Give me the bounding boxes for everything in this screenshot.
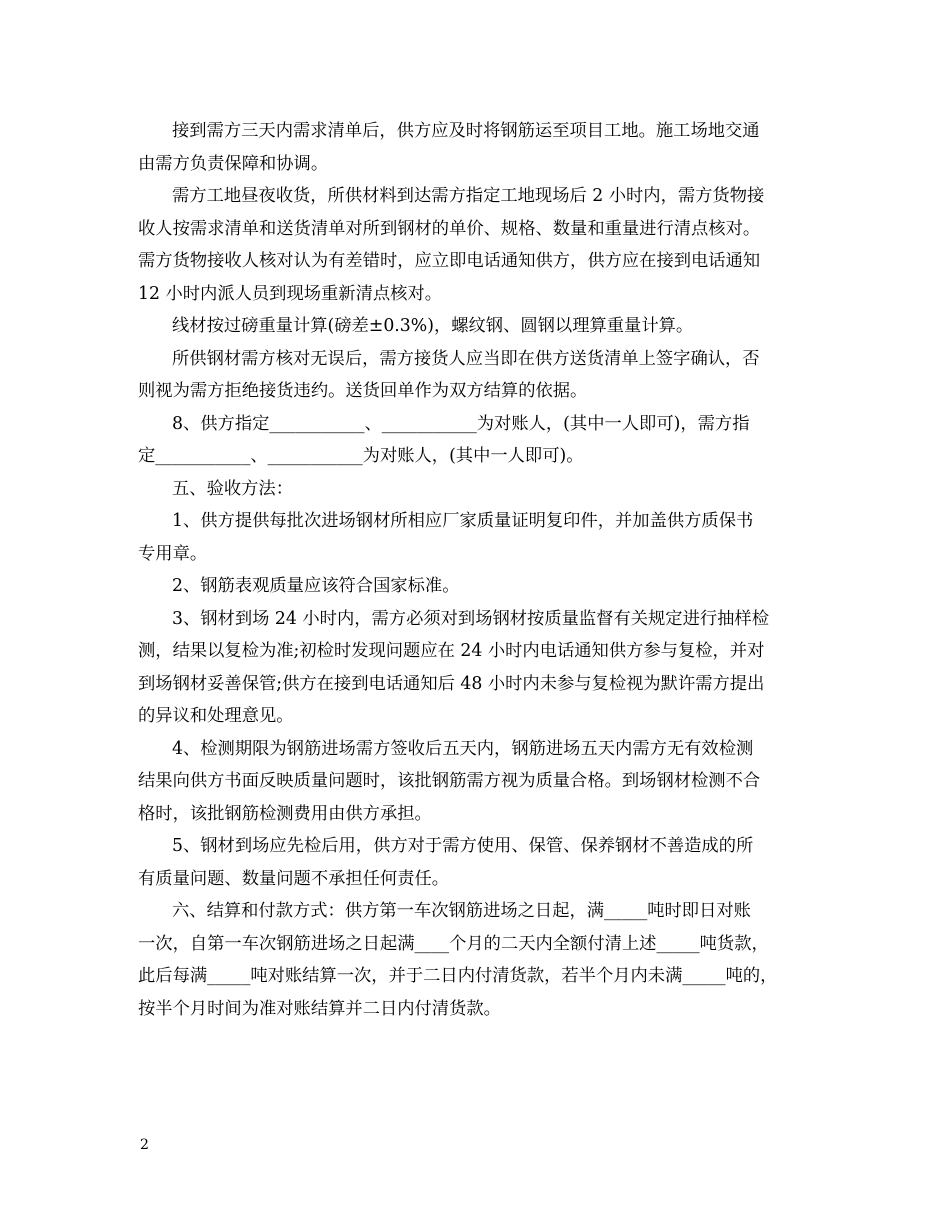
text-line: 一次，自第一车次钢筋进场之日起满____个月的二天内全额付清上述_____吨货款， bbox=[138, 933, 769, 954]
text-line: 8、供方指定___________、___________为对账人，(其中一人即可)，需方指 bbox=[172, 413, 750, 434]
text-line: 所供钢材需方核对无误后，需方接货人应当即在供方送货清单上签字确认，否 bbox=[172, 348, 760, 369]
text-line: 测，结果以复检为准;初检时发现问题应在 24 小时内电话通知供方参与复检，并对 bbox=[138, 641, 765, 661]
text-line: 5、钢材到场应先检后用，供方对于需方使用、保管、保养钢材不善造成的所 bbox=[172, 836, 754, 856]
text-line: 需方货物接收人核对认为有差错时，应立即电话通知供方，供方应在接到电话通知 bbox=[138, 251, 761, 271]
text-line: 接到需方三天内需求清单后，供方应及时将钢筋运至项目工地。施工场地交通 bbox=[172, 121, 760, 141]
text-line: 由需方负责保障和协调。 bbox=[138, 153, 329, 174]
text-line: 结果向供方书面反映质量问题时，该批钢筋需方视为质量合格。到场钢材检测不合 bbox=[138, 771, 761, 791]
text-line: 按半个月时间为准对账结算并二日内付清货款。 bbox=[138, 998, 501, 1019]
text-line: 1、供方提供每批次进场钢材所相应厂家质量证明复印件，并加盖供方质保书 bbox=[172, 511, 754, 531]
text-line: 定___________、___________为对账人，(其中一人即可)。 bbox=[138, 446, 584, 466]
text-line: 2、钢筋表观质量应该符合国家标准。 bbox=[172, 576, 460, 596]
text-line: 到场钢材妥善保管;供方在接到电话通知后 48 小时内未参与复检视为默许需方提出 bbox=[138, 673, 765, 694]
section-heading: 六、结算和付款方式：供方第一车次钢筋进场之日起，满_____吨时即日对账 bbox=[172, 901, 751, 921]
text-line: 专用章。 bbox=[138, 543, 208, 564]
page-number: 2 bbox=[140, 1137, 149, 1153]
text-line: 则视为需方拒绝接货违约。送货回单作为双方结算的依据。 bbox=[138, 381, 588, 401]
text-line: 的异议和处理意见。 bbox=[138, 706, 294, 726]
text-line: 收人按需求清单和送货清单对所到钢材的单价、规格、数量和重量进行清点核对。 bbox=[138, 218, 761, 239]
text-line: 4、检测期限为钢筋进场需方签收后五天内，钢筋进场五天内需方无有效检测 bbox=[172, 738, 754, 759]
text-line: 线材按过磅重量计算(磅差±0.3%)，螺纹钢、圆钢以理算重量计算。 bbox=[172, 316, 694, 336]
text-line: 格时，该批钢筋检测费用由供方承担。 bbox=[138, 803, 432, 824]
text-line: 有质量问题、数量问题不承担任何责任。 bbox=[138, 868, 450, 889]
text-line: 12 小时内派人员到现场重新清点核对。 bbox=[138, 283, 442, 304]
text-line: 此后每满_____吨对账结算一次，并于二日内付清货款，若半个月内未满_____吨的， bbox=[138, 966, 778, 986]
contract-body-text bbox=[138, 115, 823, 1025]
section-heading: 五、验收方法： bbox=[172, 478, 293, 499]
text-line: 需方工地昼夜收货，所供材料到达需方指定工地现场后 2 小时内，需方货物接 bbox=[172, 186, 765, 206]
text-line: 3、钢材到场 24 小时内，需方必须对到场钢材按质量监督有关规定进行抽样检 bbox=[172, 608, 769, 629]
